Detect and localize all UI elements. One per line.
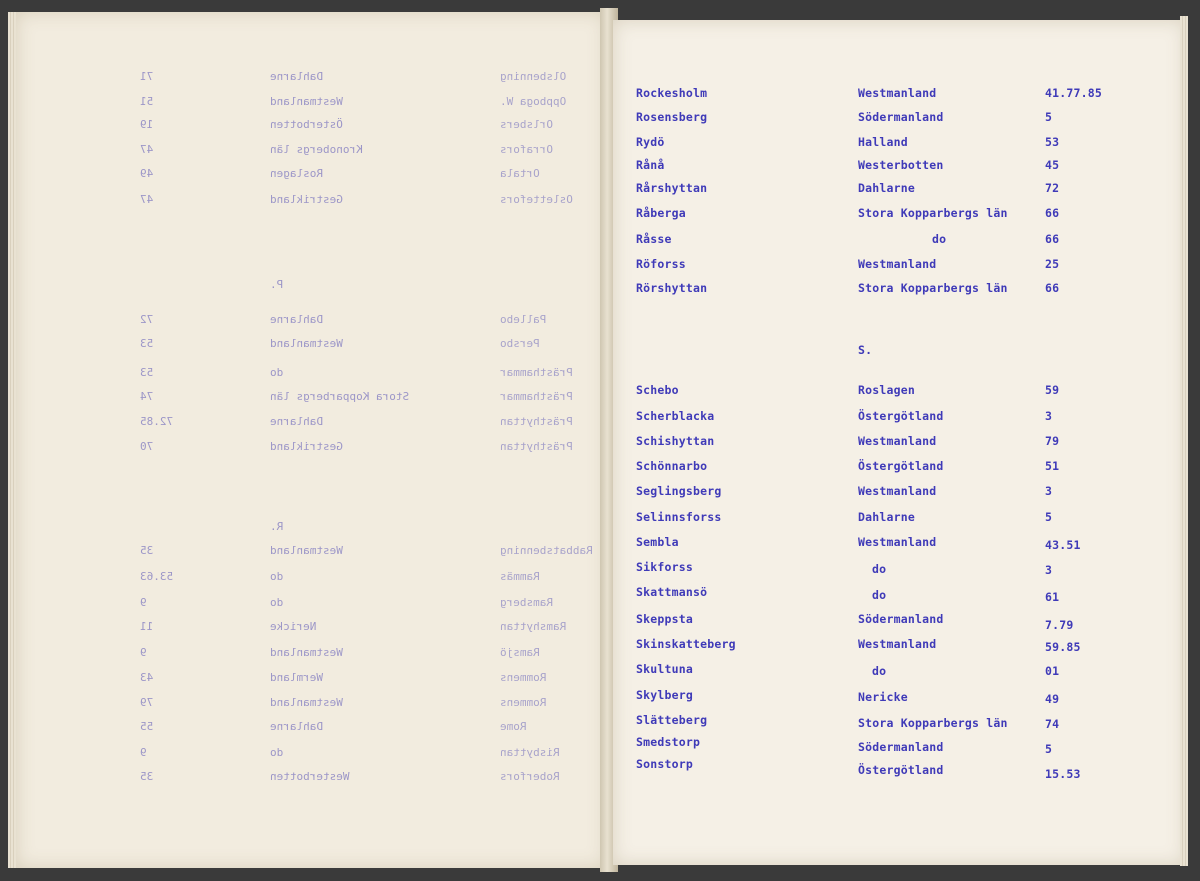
ghost-place: Prästhyttan [500, 440, 573, 453]
ghost-place: Oppboga W. [500, 95, 567, 108]
ghost-place: Risbyttan [500, 746, 560, 759]
ghost-number: 35 [140, 544, 154, 557]
ghost-place: Orrafors [500, 143, 553, 156]
entry-province: do [872, 562, 887, 576]
entry-province: Westmanland [858, 637, 937, 651]
ghost-number: 79 [140, 696, 154, 709]
ghost-number: 55 [140, 720, 154, 733]
entry-province: Westmanland [858, 257, 937, 271]
entry-number: 66 [1045, 206, 1060, 220]
ghost-place: Prästhammar [500, 390, 573, 403]
ghost-number: 51 [140, 95, 154, 108]
entry-province: do [872, 588, 887, 602]
entry-place: Rårshyttan [636, 181, 708, 195]
entry-province: Westmanland [858, 535, 937, 549]
ghost-number: 35 [140, 770, 154, 783]
ghost-number: 71 [140, 70, 154, 83]
ghost-place: Rabbatsbenning [500, 544, 593, 557]
ghost-province: Dahlarne [270, 70, 323, 83]
entry-number: 74 [1045, 717, 1060, 731]
ghost-number: 43 [140, 671, 154, 684]
entry-number: 25 [1045, 257, 1060, 271]
entry-place: Råsse [636, 232, 672, 246]
entry-place: Selinnsforss [636, 510, 722, 524]
ghost-place: Ramsberg [500, 596, 553, 609]
ghost-number: 9 [140, 596, 147, 609]
ghost-place: Rommens [500, 696, 547, 709]
entry-number: 53 [1045, 135, 1060, 149]
entry-place: Skylberg [636, 688, 693, 702]
ghost-province: Dahlarne [270, 313, 323, 326]
ghost-place: Ramsjö [500, 646, 540, 659]
entry-province: Westmanland [858, 484, 937, 498]
entry-number: 51 [1045, 459, 1060, 473]
entry-number: 5 [1045, 510, 1053, 524]
entry-place: Råberga [636, 206, 686, 220]
entry-number: 41.77.85 [1045, 86, 1102, 100]
entry-place: Skattmansö [636, 585, 708, 599]
entry-province: Stora Kopparbergs län [858, 206, 1008, 220]
entry-place: Smedstorp [636, 735, 701, 749]
entry-number: 43.51 [1045, 538, 1081, 552]
entry-province: Södermanland [858, 740, 944, 754]
entry-number: 7.79 [1045, 618, 1074, 632]
ghost-number: 47 [140, 193, 154, 206]
ghost-number: 53 [140, 337, 154, 350]
ghost-place: Rammäs [500, 570, 540, 583]
entry-number: 49 [1045, 692, 1060, 706]
ghost-number: 19 [140, 118, 154, 131]
entry-place: Skeppsta [636, 612, 693, 626]
ghost-place: Prästhyttan [500, 415, 573, 428]
entry-province: Östergötland [858, 409, 944, 423]
ghost-place: Rommens [500, 671, 547, 684]
ghost-number: 11 [140, 620, 154, 633]
entry-place: Rosensberg [636, 110, 708, 124]
ghost-province: Westmanland [270, 646, 343, 659]
ghost-province: Gestrikland [270, 193, 343, 206]
ghost-number: 72 [140, 313, 154, 326]
entry-province: Nericke [858, 690, 908, 704]
right-page-edge [1180, 16, 1188, 866]
ghost-place: Roberfors [500, 770, 560, 783]
ghost-place: Rome [500, 720, 527, 733]
ghost-place: Orlsbers [500, 118, 553, 131]
entry-province: Stora Kopparbergs län [858, 281, 1008, 295]
entry-place: Seglingsberg [636, 484, 722, 498]
ghost-province: do [270, 366, 284, 379]
entry-province: Södermanland [858, 612, 944, 626]
ghost-place: Ramshyttan [500, 620, 567, 633]
entry-number: 66 [1045, 232, 1060, 246]
ghost-province: Westmanland [270, 337, 343, 350]
entry-place: Röforss [636, 257, 686, 271]
entry-number: 61 [1045, 590, 1060, 604]
ghost-place: Olsbenning [500, 70, 567, 83]
ghost-province: P. [270, 278, 284, 291]
entry-place: Skultuna [636, 662, 693, 676]
entry-province: Roslagen [858, 383, 915, 397]
entry-number: 15.53 [1045, 767, 1081, 781]
entry-number: 3 [1045, 563, 1053, 577]
ghost-number: 74 [140, 390, 154, 403]
entry-number: 66 [1045, 281, 1060, 295]
entry-place: Rockesholm [636, 86, 708, 100]
entry-province: do [872, 664, 887, 678]
entry-number: 3 [1045, 409, 1053, 423]
entry-province: Östergötland [858, 459, 944, 473]
ghost-number: 9 [140, 646, 147, 659]
entry-number: 59 [1045, 383, 1060, 397]
entry-place: Sonstorp [636, 757, 693, 771]
entry-place: Rånå [636, 158, 665, 172]
entry-number: 3 [1045, 484, 1053, 498]
entry-province: do [932, 232, 947, 246]
ghost-place: Oslettefors [500, 193, 573, 206]
entry-province: Westmanland [858, 434, 937, 448]
ghost-place: Persbo [500, 337, 540, 350]
entry-number: 79 [1045, 434, 1060, 448]
ghost-province: Westmanland [270, 544, 343, 557]
entry-province: Halland [858, 135, 908, 149]
entry-number: 59.85 [1045, 640, 1081, 654]
ghost-province: do [270, 570, 284, 583]
ghost-province: Wermland [270, 671, 323, 684]
ghost-province: Dahlarne [270, 415, 323, 428]
entry-place: Slätteberg [636, 713, 708, 727]
ghost-number: 70 [140, 440, 154, 453]
entry-number: 72 [1045, 181, 1060, 195]
ghost-province: Roslagen [270, 167, 323, 180]
ghost-number: 47 [140, 143, 154, 156]
ghost-number: 9 [140, 746, 147, 759]
entry-place: Sikforss [636, 560, 693, 574]
ghost-province: Westmanland [270, 95, 343, 108]
ghost-province: Kronobergs län [270, 143, 363, 156]
entry-place: Schebo [636, 383, 679, 397]
ghost-province: Stora Kopparbergs län [270, 390, 410, 403]
entry-number: 45 [1045, 158, 1060, 172]
ghost-province: do [270, 596, 284, 609]
ghost-province: Dahlarne [270, 720, 323, 733]
ghost-place: Ortala [500, 167, 540, 180]
entry-province: Westmanland [858, 86, 937, 100]
entry-number: 5 [1045, 110, 1053, 124]
entry-province: Södermanland [858, 110, 944, 124]
entry-place: Schönnarbo [636, 459, 708, 473]
section-letter: S. [858, 343, 873, 357]
entry-province: Östergötland [858, 763, 944, 777]
ghost-number: 53.63 [140, 570, 174, 583]
ghost-province: Nericke [270, 620, 317, 633]
ghost-province: Gestrikland [270, 440, 343, 453]
ghost-number: 72.85 [140, 415, 174, 428]
entry-place: Scherblacka [636, 409, 715, 423]
entry-province: Dahlarne [858, 510, 915, 524]
ghost-place: Prästhammar [500, 366, 573, 379]
ghost-province: Österbotten [270, 118, 343, 131]
ghost-place: Pallebo [500, 313, 547, 326]
entry-place: Sembla [636, 535, 679, 549]
ghost-province: Westerbotten [270, 770, 350, 783]
ghost-number: 53 [140, 366, 154, 379]
entry-province: Stora Kopparbergs län [858, 716, 1008, 730]
entry-number: 5 [1045, 742, 1053, 756]
entry-province: Dahlarne [858, 181, 915, 195]
entry-place: Skinskatteberg [636, 637, 736, 651]
entry-number: 01 [1045, 664, 1060, 678]
ghost-province: do [270, 746, 284, 759]
entry-place: Rydö [636, 135, 665, 149]
ghost-number: 49 [140, 167, 154, 180]
entry-place: Schishyttan [636, 434, 715, 448]
ghost-province: Westmanland [270, 696, 343, 709]
entry-place: Rörshyttan [636, 281, 708, 295]
entry-province: Westerbotten [858, 158, 944, 172]
ghost-province: R. [270, 520, 284, 533]
